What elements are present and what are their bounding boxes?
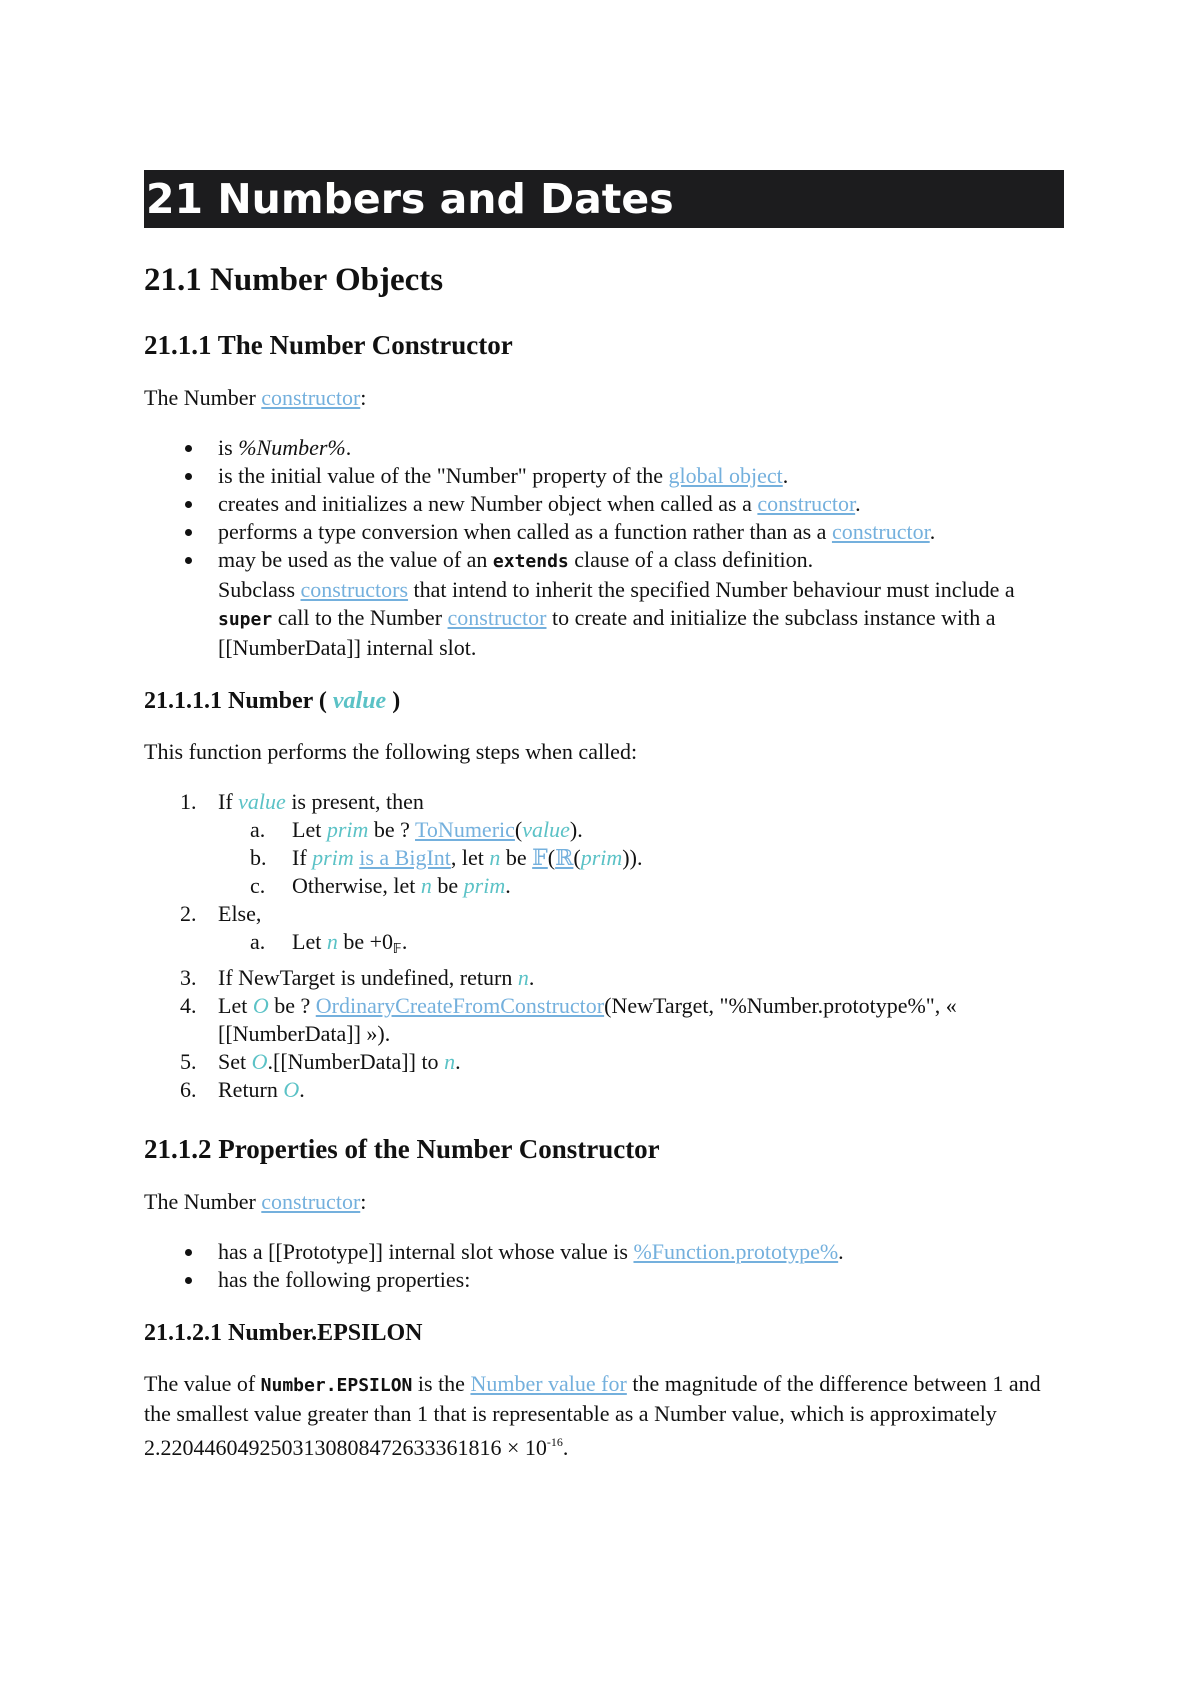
constructor-link[interactable]: constructor (447, 605, 547, 630)
steps-intro: This function performs the following steps when called: (144, 739, 638, 764)
list-item: 1. If value is present, then a. Let prim be ? ToNumeric(value). b. If prim is a BigInt, let n be 𝔽(ℝ(prim)). c. Otherwise, let n be prim. (144, 788, 1064, 900)
properties-intro: The Number constructor: (144, 1189, 367, 1214)
tonumeric-link[interactable]: ToNumeric (415, 817, 515, 842)
value-param: value (332, 688, 387, 714)
list-item: a. Let prim be ? ToNumeric(value). (250, 817, 583, 842)
global-object-link[interactable]: global object (668, 463, 783, 488)
constructor-link[interactable]: constructor (831, 519, 930, 544)
epsilon-code: Number.EPSILON (260, 1375, 413, 1396)
section-heading-epsilon: 21.1.2.1 Number.EPSILON (144, 1320, 423, 1346)
section-heading-number-objects: 21.1 Number Objects (144, 262, 444, 298)
list-item: b. If prim is a BigInt, let n be 𝔽(ℝ(prim)). (250, 845, 643, 870)
super-keyword: super (218, 609, 273, 630)
constructor-intro: The Number constructor: (144, 385, 367, 410)
function-prototype-link[interactable]: %Function.prototype% (633, 1239, 839, 1264)
section-heading-constructor-properties: 21.1.2 Properties of the Number Constructor (144, 1134, 660, 1164)
constructor-bullet-list (144, 434, 1064, 662)
list-item: c. Otherwise, let n be prim. (250, 873, 511, 898)
list-item: performs a type conversion when called as a function rather than as a constructor. (218, 518, 1064, 546)
list-item: 5. Set O.[[NumberData]] to n. (180, 1049, 461, 1074)
constructor-link[interactable]: constructor (261, 1189, 361, 1214)
is-a-bigint-link[interactable]: is a BigInt (359, 845, 451, 870)
epsilon-paragraph: The value of Number.EPSILON is the Number value for the magnitude of the difference between 1 and the smallest value greater than 1 that is representable as a Number value, which is approximately $2.2204460492503130808472633361816 \times 10^{-16}$. (144, 1371, 1041, 1460)
to-real-link[interactable]: ℝ (555, 845, 574, 870)
section-heading-number-function: 21.1.1.1 Number ( value ) (144, 688, 401, 714)
chapter-heading: 21 Numbers and Dates (144, 170, 1064, 228)
to-number-link[interactable]: 𝔽 (532, 845, 548, 870)
list-item: has a [[Prototype]] internal slot whose value is %Function.prototype%. (218, 1238, 1064, 1266)
list-item: is %Number%. (218, 434, 1064, 462)
list-item: 6. Return O. (180, 1077, 305, 1102)
document-page (144, 170, 1064, 1462)
list-item: 4. Let O be ? OrdinaryCreateFromConstructor(NewTarget, "%Number.prototype%", « [[NumberData]] »). (180, 993, 957, 1046)
list-item: has the following properties: (218, 1266, 1064, 1294)
list-item: is the initial value of the "Number" property of the global object. (218, 462, 1064, 490)
properties-bullet-list (144, 1238, 1064, 1294)
algorithm-steps (144, 788, 1064, 1104)
constructor-link[interactable]: constructor (757, 491, 856, 516)
extends-keyword: extends (492, 551, 569, 572)
constructor-link[interactable]: constructor (261, 385, 361, 410)
list-item: 3. If NewTarget is undefined, return n. (180, 965, 535, 990)
list-item: 2. Else, a. Let n be +0𝔽. (144, 900, 1064, 964)
list-item: creates and initializes a new Number object when called as a constructor. (218, 490, 1064, 518)
constructors-link[interactable]: constructors (300, 577, 409, 602)
section-heading-number-constructor: 21.1.1 The Number Constructor (144, 330, 513, 360)
ordinary-create-link[interactable]: OrdinaryCreateFromConstructor (315, 993, 605, 1018)
number-value-for-link[interactable]: Number value for (470, 1371, 627, 1396)
list-item: a. Let n be +0𝔽. (250, 929, 408, 957)
list-item: may be used as the value of an extends clause of a class definition. Subclass constructors that intend to inherit the specified Number behaviour must include a super call to the Number constructor to create and initialize the subclass instance with a [[NumberData]] internal slot. (218, 546, 1064, 662)
